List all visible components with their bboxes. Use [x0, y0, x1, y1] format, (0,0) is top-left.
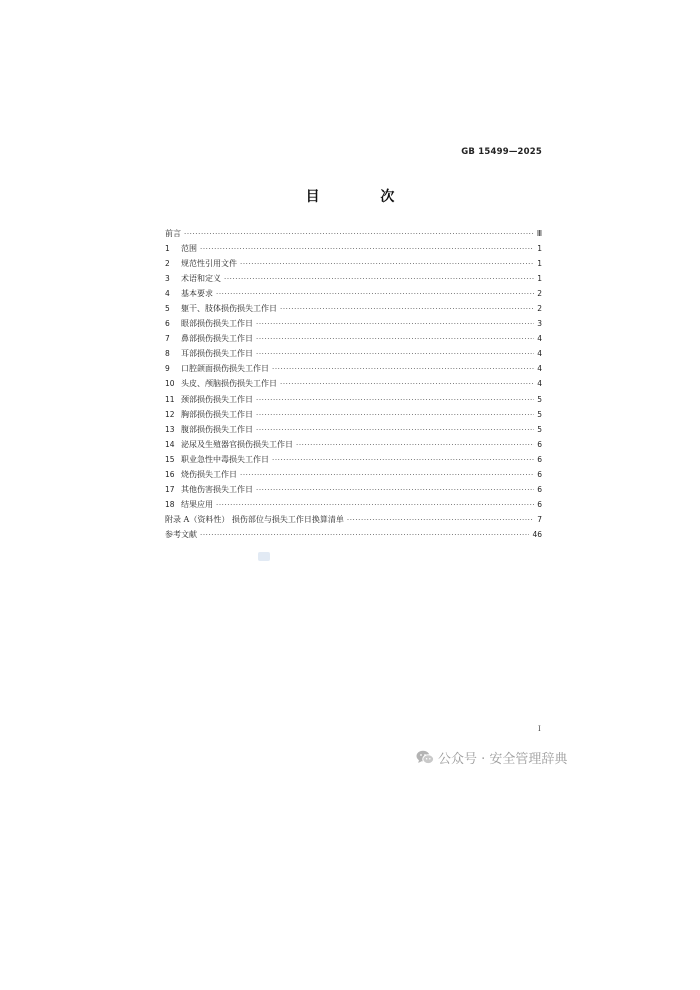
toc-dot-leader [256, 483, 534, 498]
toc-entry-number: 5 [165, 304, 170, 314]
toc-entry[interactable] [165, 256, 542, 271]
toc-entry-title: 躯干、肢体损伤损失工作日 [181, 304, 277, 314]
toc-entry-title: 术语和定义 [181, 274, 221, 284]
toc-entry[interactable] [165, 482, 542, 497]
toc-entry[interactable] [165, 497, 542, 512]
toc-entry[interactable] [165, 512, 542, 527]
toc-entry-page: 4 [537, 334, 542, 344]
toc-entry-page: 4 [537, 379, 542, 389]
toc-entry-title: 眼部损伤损失工作日 [181, 319, 253, 329]
toc-entry-number: 15 [165, 454, 175, 464]
toc-entry-number: 2 [165, 259, 170, 269]
toc-entry-page: 6 [537, 484, 542, 494]
toc-entry-title: 鼻部损伤损失工作日 [181, 334, 253, 344]
toc-entry-title: 口腔颌面损伤损失工作日 [181, 364, 269, 374]
toc-dot-leader [296, 438, 534, 453]
toc-entry-number: 9 [165, 364, 170, 374]
toc-entry-title: 结果应用 [181, 499, 213, 509]
toc-entry-title: 职业急性中毒损失工作日 [181, 454, 269, 464]
watermark [416, 748, 567, 767]
toc-entry[interactable] [165, 527, 542, 542]
toc-dot-leader [256, 332, 534, 347]
toc-entry[interactable] [165, 346, 542, 361]
toc-entry[interactable] [165, 392, 542, 407]
toc-entry-number: 6 [165, 319, 170, 329]
toc-entry-page: 2 [537, 289, 542, 299]
toc-entry[interactable] [165, 407, 542, 422]
toc-entry-title: 基本要求 [181, 289, 213, 299]
toc-entry-page: 6 [537, 469, 542, 479]
toc-dot-leader [216, 498, 534, 513]
toc-dot-leader [240, 257, 534, 272]
toc-entry-title: 附录 A（资料性） 损伤部位与损失工作日换算清单 [165, 514, 344, 524]
toc-entry-page: 6 [537, 439, 542, 449]
toc-entry-title: 胸部损伤损失工作日 [181, 409, 253, 419]
toc-entry-page: 6 [537, 454, 542, 464]
toc-entry[interactable] [165, 301, 542, 316]
document-code: GB 15499—2025 [461, 147, 542, 157]
toc-entry-number: 11 [165, 394, 175, 404]
toc-entry[interactable] [165, 376, 542, 391]
toc-entry-number: 1 [165, 244, 170, 254]
toc-entry-page: 4 [537, 349, 542, 359]
toc-entry-page: 5 [537, 409, 542, 419]
toc-entry-title: 烧伤损失工作日 [181, 469, 237, 479]
toc-dot-leader [280, 377, 534, 392]
toc-entry-title: 规范性引用文件 [181, 259, 237, 269]
toc-entry-page: 1 [537, 259, 542, 269]
page-number: I [538, 725, 541, 733]
toc-entry-number: 4 [165, 289, 170, 299]
wechat-icon [416, 750, 434, 765]
toc-dot-leader [200, 528, 529, 543]
toc-dot-leader [256, 423, 534, 438]
toc-dot-leader [224, 272, 534, 287]
toc-entry[interactable] [165, 271, 542, 286]
toc-entry[interactable] [165, 286, 542, 301]
toc-entry[interactable] [165, 241, 542, 256]
toc-dot-leader [240, 468, 534, 483]
toc-entry-title: 腹部损伤损失工作日 [181, 424, 253, 434]
toc-entry-page: 1 [537, 274, 542, 284]
toc-dot-leader [347, 513, 534, 528]
toc-dot-leader [200, 242, 534, 257]
toc-entry-page: Ⅲ [536, 229, 542, 238]
toc-entry-title: 其他伤害损失工作日 [181, 484, 253, 494]
toc-dot-leader [256, 393, 534, 408]
toc-entry-title: 前言 [165, 229, 181, 238]
toc-entry[interactable] [165, 422, 542, 437]
toc-entry-page: 2 [537, 304, 542, 314]
toc-entry[interactable] [165, 467, 542, 482]
toc-dot-leader [256, 317, 534, 332]
toc-dot-leader [216, 287, 534, 302]
toc-entry-number: 7 [165, 334, 170, 344]
toc-entry[interactable] [165, 452, 542, 467]
toc-title: 目 次 [305, 189, 423, 205]
toc-entry-title: 范围 [181, 244, 197, 254]
toc-entry-number: 10 [165, 379, 175, 389]
toc-entry-title: 头皮、颅脑损伤损失工作日 [181, 379, 277, 389]
toc-entry-number: 8 [165, 349, 170, 359]
toc-entry-number: 3 [165, 274, 170, 284]
toc-entry-page: 4 [537, 364, 542, 374]
table-of-contents [165, 226, 542, 542]
scan-artifact [258, 552, 270, 561]
toc-dot-leader [272, 362, 534, 377]
toc-entry-number: 18 [165, 499, 175, 509]
toc-entry-page: 5 [537, 394, 542, 404]
toc-entry-page: 5 [537, 424, 542, 434]
toc-entry-title: 耳部损伤损失工作日 [181, 349, 253, 359]
toc-entry-page: 6 [537, 499, 542, 509]
toc-entry-number: 16 [165, 469, 175, 479]
toc-dot-leader [184, 227, 534, 242]
toc-entry-number: 12 [165, 409, 175, 419]
toc-entry-number: 14 [165, 439, 175, 449]
toc-entry-number: 13 [165, 424, 175, 434]
toc-dot-leader [256, 408, 534, 423]
toc-entry-title: 参考文献 [165, 529, 197, 539]
toc-entry-page: 3 [537, 319, 542, 329]
toc-entry[interactable] [165, 331, 542, 346]
toc-entry[interactable] [165, 226, 542, 241]
toc-entry-page: 7 [537, 514, 542, 524]
toc-entry-title: 颈部损伤损失工作日 [181, 394, 253, 404]
toc-entry-page: 46 [532, 529, 542, 539]
toc-entry-number: 17 [165, 484, 175, 494]
watermark-text: 公众号 · 安全管理辞典 [438, 752, 568, 767]
toc-entry[interactable] [165, 316, 542, 331]
toc-dot-leader [272, 453, 534, 468]
toc-entry-page: 1 [537, 244, 542, 254]
toc-dot-leader [256, 347, 534, 362]
toc-entry[interactable] [165, 437, 542, 452]
toc-entry[interactable] [165, 361, 542, 376]
toc-entry-title: 泌尿及生殖器官损伤损失工作日 [181, 439, 293, 449]
toc-dot-leader [280, 302, 534, 317]
